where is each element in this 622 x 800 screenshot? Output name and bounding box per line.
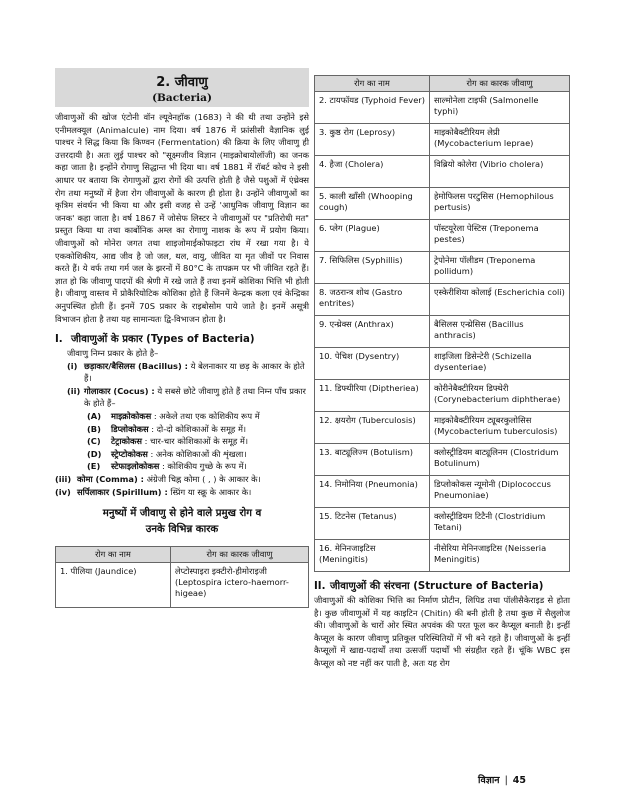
right-column (314, 75, 570, 670)
disease-cell: 1. पीलिया (Jaundice) (56, 563, 171, 608)
section-title-box (55, 68, 309, 107)
disease-table-right (314, 75, 570, 572)
disease-cell: 11. डिफ्थीरिया (Diptheriea) (315, 380, 430, 412)
agent-cell: बैसिलस एन्थ्रेसिस (Bacillus anthracis) (430, 316, 570, 348)
disease-cell: 6. प्लेग (Plague) (315, 220, 430, 252)
structure-heading-text: जीवाणुओं की संरचना (Structure of Bacteria) (330, 581, 544, 592)
disease-cell: 14. निमोनिया (Pneumonia) (315, 476, 430, 508)
section-title: 2. जीवाणु (156, 75, 208, 90)
footer-subject: विज्ञान (478, 775, 500, 786)
type-cocus: (ii) गोलाकार (Cocus) : ये सबसे छोटे जीवाणु होते हैं तथा निम्न पाँच प्रकार के होते हैं– (67, 385, 306, 409)
table-row (315, 92, 570, 124)
table-row (315, 188, 570, 220)
agent-cell: कोरीनेबैक्टीरियम डिफ्थेरी (Corynebacterium diphtherae) (430, 380, 570, 412)
intro-paragraph: जीवाणुओं की खोज एंटोनी वॉन ल्यूवेनहॉक (1683) ने की थी तथा उन्होंने इसे एनीमलक्यूल (Animalcule) नाम दिया। वर्ष 1876 में फ्रांसीसी वैज्ञानिक लुई पाश्चर ने सिद्ध किया कि किण्वन (Fermentation) की क्रिया के लिए जीवाणु ही उत्तरदायी है। अतः लुई पाश्चर को "सूक्ष्मजीव विज्ञान (माइक्रोबायोलॉजी) का जनक कहा जाता है। इन्होंने रोगाणु सिद्धान्त भी दिया था। वर्ष 1881 में रॉबर्ट कोच ने इसी आधार पर बताया कि रोगाणुओं द्वारा रोगों की उत्पत्ति होती है जैसे पशुओं में एंथ्रेक्स रोग तथा मनुष्यों में हैजा रोग जीवाणुओं के कारण ही होता है। उन्होंने जीवाणुओं का कृत्रिम संवर्धन भी किया था और इसी वजह से उन्हें 'आधुनिक जीवाणु विज्ञान का जनक' कहा जाता है। वर्ष 1867 में जोसेफ लिस्टर ने जीवाणुओं पर "प्रतिरोधी मत" प्रस्तुत किया था तथा कार्बोनिक अम्ल का रोगाणु नाशक के रूप में प्रयोग किया। जीवाणुओं को मोनेरा जगत तथा शाइजोमाईकोफाइटा रांघ में रखा गया है। ये एककोशिकीय, आद्य जीव है जो जल, थल, वायु, जीवित या मृत जीवों पर निवास करते हैं। ये वर्फ तथा गर्म जल के झरनों में 80°C के तापक्रम पर भी जीवित रहते हैं। ज्ञात हो कि जीवाणु पादपों की श्रेणी में रखे जाते हैं तथा इनमें कोशिका भित्ति भी होती है। जीवाणु वास्तव में प्रोकैरियोटिक कोशिका होते हैं जिनमें केन्द्रक कला एवं केन्द्रिका अनुपस्थित होती हैं। इनमें 70S प्रकार के राइबोसोम पाये जाते है। इनमें असूत्री विभाजन होता है तथा यह सामान्यतः द्वि-विभाजन होता है। (55, 112, 309, 324)
agent-cell: माइकोबैक्टीरियम लेप्री (Mycobacterium leprae) (430, 124, 570, 156)
column-header-disease: रोग का नाम (56, 547, 171, 563)
disease-cell: 4. हैजा (Cholera) (315, 156, 430, 188)
footer-separator: | (504, 775, 508, 786)
cocus-sub-b: (B) डिप्लोकोकस : दो-दो कोशिकाओं के समूह में। (87, 423, 247, 434)
disease-cell: 16. मेनिनजाइटिस (Meningitis) (315, 540, 430, 572)
type-bacillus: (i) छड़ाकार/बैसिलस (Bacillus) : ये बेलनाकार या छड़ के आकार के होते हैं। (67, 360, 305, 384)
disease-cell: 15. टिटनेस (Tetanus) (315, 508, 430, 540)
left-column (55, 68, 309, 608)
table-row (315, 220, 570, 252)
types-heading-num: I. (55, 334, 63, 346)
cocus-sub-e: (E) स्टेफाइलोकोकस : कोशिकीय गुच्छे के रूप में। (87, 461, 247, 472)
structure-heading (314, 578, 570, 592)
cocus-sub-a: (A) माइक्रोकोकस : अकेले तथा एक कोशिकीय रूप में (87, 411, 260, 422)
agent-cell: माइकोबैक्टीरियम ट्यूबरकुलोसिस (Mycobacterium tuberculosis) (430, 412, 570, 444)
cocus-sub-c: (C) टेट्राकोकस : चार-चार कोशिकाओं के समूह में। (87, 436, 249, 447)
types-intro: जीवाणु निम्न प्रकार के होते है– (67, 348, 159, 359)
agent-cell: पॉस्टयूरेला पेस्टिस (Treponema pestes) (430, 220, 570, 252)
agent-cell: डिप्लोकोकस न्यूमोनी (Diplococcus Pneumoniae) (430, 476, 570, 508)
agent-cell: शाइजिला डिसेन्टेरी (Schizella dysenteriae) (430, 348, 570, 380)
structure-heading-num: II. (314, 581, 326, 592)
disease-table-left (55, 546, 309, 608)
table-row (315, 124, 570, 156)
disease-cell: 12. क्षयरोग (Tuberculosis) (315, 412, 430, 444)
disease-table-heading: मनुष्यों में जीवाणु से होने वाले प्रमुख रोग व उनके विभिन्न कारक (102, 508, 262, 536)
agent-cell: हेमोफिलस परटुसिस (Hemophilous pertusis) (430, 188, 570, 220)
cocus-sub-d: (D) स्ट्रेप्टोकोकस : अनेक कोशिकाओं की शृंखला। (87, 448, 247, 459)
agent-cell: विब्रियो कोलेरा (Vibrio cholera) (430, 156, 570, 188)
table-row (315, 476, 570, 508)
disease-cell: 5. काली खाँसी (Whooping cough) (315, 188, 430, 220)
type-comma: (iii) कोमा (Comma) : अंग्रेजी चिह्न कोमा ( , ) के आकार के। (55, 474, 261, 485)
disease-cell: 10. पेचिश (Dysentry) (315, 348, 430, 380)
table-row (315, 284, 570, 316)
column-header-disease: रोग का नाम (315, 76, 430, 92)
page-number: 45 (512, 775, 527, 786)
structure-paragraph: जीवाणुओं की कोशिका भित्ति का निर्माण प्रोटीन, लिपिड तथा पॉलीसैकेराइड से होता है। कुछ जीवाणुओं में यह काइटिन (Chitin) की बनी होती है तथा कुछ में सैलुलोज की। जीवाणुओं के चारों ओर स्थित अपवंक की परत फूल कर कैप्सूल बनाती है। इन्हीं कैप्सूल के कारण जीवाणु प्रतिकूल परिस्थितियों में भी बने रहते हैं। जीवाणुओं के इन्हीं कैप्सूलों में खाद्य-पदार्थों तथा उत्सर्जी पदार्थों भी संग्रहीत रहते हैं। चूंकि WBC इस कैप्सूल को नष्ट नहीं कर पाती है, अतः यह रोग (314, 595, 570, 668)
table-row (315, 252, 570, 284)
page-footer (478, 773, 526, 786)
disease-cell: 8. जठरान्त्र शोथ (Gastro entrites) (315, 284, 430, 316)
disease-cell: 13. बाट्यूलिज्म (Botulism) (315, 444, 430, 476)
agent-cell: क्लोस्ट्रीडियम टिटैनी (Clostridium Tetani) (430, 508, 570, 540)
agent-cell: क्लोस्ट्रीडियम बाट्यूलिनम (Clostridum Botulinum) (430, 444, 570, 476)
table-row (315, 348, 570, 380)
column-header-agent: रोग का कारक जीवाणु (430, 76, 570, 92)
column-header-agent: रोग का कारक जीवाणु (171, 547, 309, 563)
disease-cell: 2. टायफॉयड (Typhoid Fever) (315, 92, 430, 124)
table-row (315, 444, 570, 476)
agent-cell: एस्केरीशिया कोलाई (Escherichia coli) (430, 284, 570, 316)
table-row (315, 540, 570, 572)
agent-cell: नीसेरिया मेनिनजाइटिस (Neisseria Meningitis) (430, 540, 570, 572)
section-subtitle: (Bacteria) (152, 92, 212, 104)
table-row (56, 563, 309, 608)
disease-cell: 9. एन्थ्रेक्स (Anthrax) (315, 316, 430, 348)
table-row (315, 156, 570, 188)
agent-cell: लेप्टोस्पाइरा इक्टीरो-हीमोराइजी (Leptospira ictero-haemorr-higeae) (171, 563, 309, 608)
types-heading (55, 331, 309, 345)
type-spirillum: (iv) सर्पिलाकार (Spirillum) : स्प्रिंग या स्क्रू के आकार के। (55, 486, 252, 497)
agent-cell: ट्रेपोनेमा पॉलीडम (Treponema pollidum) (430, 252, 570, 284)
agent-cell: साल्मोनेला टाइफी (Salmonelle typhi) (430, 92, 570, 124)
types-heading-text: जीवाणुओं के प्रकार (Types of Bacteria) (71, 334, 255, 346)
table-row (315, 380, 570, 412)
table-row (315, 412, 570, 444)
disease-cell: 3. कुष्ठ रोग (Leprosy) (315, 124, 430, 156)
table-row (315, 316, 570, 348)
disease-cell: 7. सिफिलिस (Syphillis) (315, 252, 430, 284)
table-row (315, 508, 570, 540)
